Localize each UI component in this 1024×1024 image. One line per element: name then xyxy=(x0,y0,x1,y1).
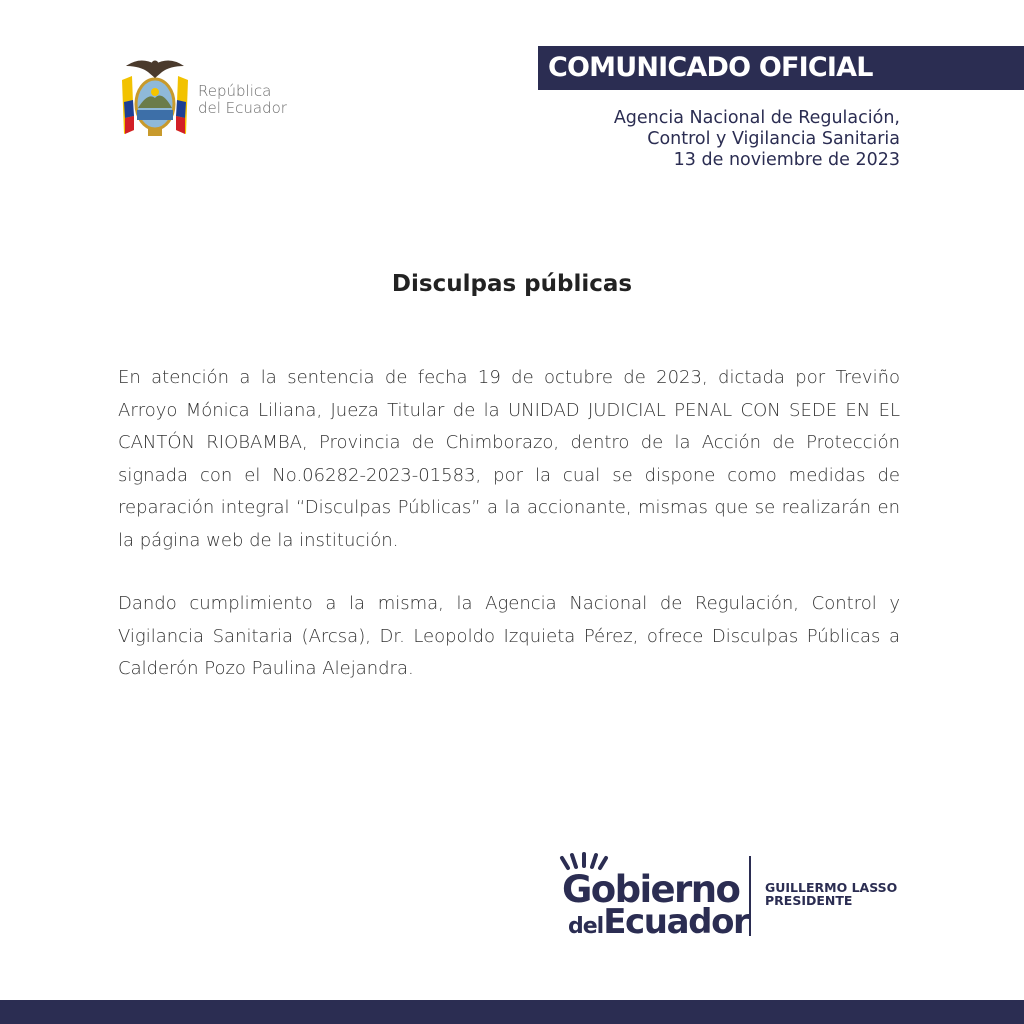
logo-divider xyxy=(749,856,751,936)
gobierno-logo xyxy=(558,852,918,942)
gobierno-text: Gobierno xyxy=(562,868,740,911)
coat-of-arms-icon xyxy=(118,52,192,140)
republica-logo xyxy=(118,52,318,142)
del-text: del xyxy=(568,914,604,939)
date-line: 13 de noviembre de 2023 xyxy=(673,150,900,170)
comunicado-banner: COMUNICADO OFICIAL xyxy=(538,46,1024,90)
president-block xyxy=(765,881,897,907)
republica-line2: del Ecuador xyxy=(198,99,287,117)
president-name: GUILLERMO LASSO xyxy=(765,880,898,895)
agency-header xyxy=(614,108,900,171)
republica-text xyxy=(198,83,287,117)
president-title: PRESIDENTE xyxy=(765,893,853,908)
bottom-bar xyxy=(0,1000,1024,1024)
paragraph-1: En atención a la sentencia de fecha 19 de octubre de 2023, dictada por Treviño Arroyo Mónica Liliana, Jueza Titular de la UNIDAD JUDICIAL PENAL CON SEDE EN EL CANTÓN RIOBAMBA, Provincia de Chimborazo, dentro de la Acción de Protección signada con el No.06282-2023-01583, por la cual se dispone como medidas de reparación integral “Disculpas Públicas” a la accionante, mismas que se realizarán en la página web de la institución. xyxy=(118,367,900,551)
page-title: Disculpas públicas xyxy=(391,271,633,297)
paragraph-2: Dando cumplimiento a la misma, la Agencia Nacional de Regulación, Control y Vigilancia Sanitaria (Arcsa), Dr. Leopoldo Izquieta Pérez, ofrece Disculpas Públicas a Calderón Pozo Paulina Alejandra. xyxy=(118,593,900,679)
agency-line2: Control y Vigilancia Sanitaria xyxy=(647,129,900,149)
del-ecuador-text xyxy=(568,902,748,942)
republica-line1: República xyxy=(198,82,272,100)
ecuador-text: Ecuador xyxy=(603,902,749,942)
agency-line1: Agencia Nacional de Regulación, xyxy=(613,108,900,128)
